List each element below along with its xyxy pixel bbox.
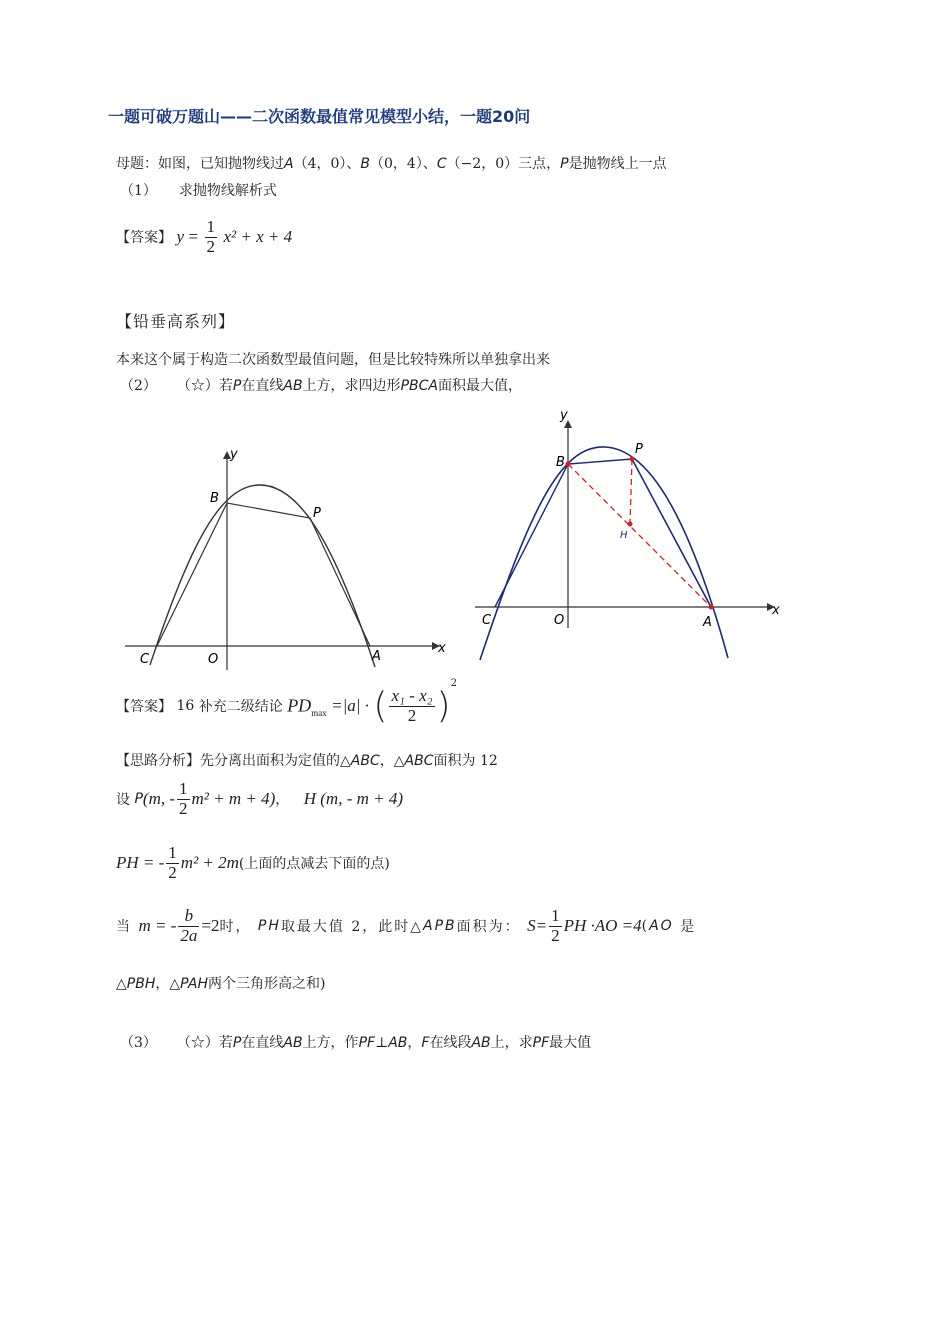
point-p: P xyxy=(560,156,569,172)
fig1-label-c: C xyxy=(140,652,150,667)
q3-pf2: PF xyxy=(532,1035,550,1051)
q2-pbca: PBCA xyxy=(400,378,438,394)
fig1-quadrilateral xyxy=(157,503,370,646)
answer-label: 【答案】 xyxy=(116,230,172,247)
when-dang: 当 xyxy=(116,919,132,936)
when-s-tail: PH ·AO =4 xyxy=(563,916,642,936)
set-den: 2 xyxy=(179,798,188,818)
set-h: H (m, - m + 4) xyxy=(303,789,404,809)
fig2-label-c: C xyxy=(482,613,492,628)
point-a: A xyxy=(284,156,294,172)
fig2-segment-ab xyxy=(568,464,711,607)
when-t4: ( xyxy=(641,918,650,935)
when-eq: =2 xyxy=(201,916,220,936)
point-b: B xyxy=(360,156,371,172)
q3-t3: ， xyxy=(407,1035,422,1051)
fig1-parabola xyxy=(150,485,375,667)
ph-fraction xyxy=(166,844,179,882)
q3-t5: 上，求 xyxy=(490,1035,533,1051)
q3-ab2: AB xyxy=(388,1035,408,1051)
fig2-label-p: P xyxy=(635,442,643,457)
fig1-label-x: x xyxy=(438,641,446,656)
q2-number: （2） xyxy=(120,378,157,394)
q2-t3: 面积最大值， xyxy=(437,378,522,394)
set-p: P xyxy=(134,791,143,808)
when-ao: AO xyxy=(649,918,674,935)
ans2-exp: 2 xyxy=(450,678,457,689)
ph-num: 1 xyxy=(168,843,177,862)
fig1-label-y: y xyxy=(230,447,238,462)
when-den: 2a xyxy=(180,925,198,945)
ans2-note: 补充二级结论 xyxy=(198,699,283,715)
when-s: S= xyxy=(527,916,548,936)
q1-number: （1） xyxy=(120,183,157,199)
question-2 xyxy=(120,375,522,395)
q2-star: （☆）若 xyxy=(176,378,233,394)
fig1-label-o: O xyxy=(208,652,219,667)
fig1-label-a: A xyxy=(372,649,381,664)
when-t1: 时， xyxy=(219,919,252,936)
ans2-sub: max xyxy=(311,708,327,718)
when-line-2 xyxy=(116,973,325,993)
figure-2 xyxy=(470,400,790,665)
intro-line xyxy=(116,153,667,173)
ans2-fraction xyxy=(389,687,434,725)
answer-1 xyxy=(116,218,292,256)
when2-t2: ，△ xyxy=(155,976,181,992)
q3-pf: PF xyxy=(358,1035,376,1051)
question-3 xyxy=(120,1032,591,1052)
fig2-label-h: H xyxy=(620,530,628,541)
q3-t2: 上方，作 xyxy=(302,1035,359,1051)
ans1-y: y xyxy=(176,227,184,247)
when-t3: 面积为： xyxy=(456,919,521,936)
q3-ab3: AB xyxy=(471,1035,491,1051)
set-fraction xyxy=(177,780,190,818)
when-apb: APB xyxy=(423,918,457,935)
q3-t1: 在直线 xyxy=(241,1035,284,1051)
fig2-dot-h xyxy=(628,522,633,527)
q3-number: （3） xyxy=(120,1035,157,1051)
q3-ab1: AB xyxy=(283,1035,303,1051)
ans2-value: 16 xyxy=(176,698,195,714)
question-1 xyxy=(120,180,277,200)
analysis-abc1: ABC xyxy=(350,753,380,769)
ans2-paren-close: ) xyxy=(436,685,451,727)
when-m: m = - xyxy=(138,916,177,936)
fig1-label-p: P xyxy=(313,506,321,521)
when2-pbh: PBH xyxy=(126,976,156,992)
fig2-segment-ph xyxy=(630,459,632,524)
fig2-label-o: O xyxy=(554,613,565,628)
set-tail: m² + m + 4) xyxy=(191,789,276,809)
page-title: 一题可破万题山——二次函数最值常见模型小结，一题20问 xyxy=(108,107,531,126)
ph-den: 2 xyxy=(168,862,177,882)
fig2-dot-b xyxy=(566,462,571,467)
fig2-label-a: A xyxy=(703,615,712,630)
point-c-coord: （−2，0）三点， xyxy=(446,156,561,172)
point-c: C xyxy=(436,156,447,172)
q3-perp: ⊥ xyxy=(375,1035,389,1051)
figure-1 xyxy=(120,435,460,675)
when-num: b xyxy=(178,907,199,927)
q2-p: P xyxy=(232,378,242,394)
when-s-num: 1 xyxy=(551,906,560,925)
when-s-fraction xyxy=(549,907,562,945)
fig2-dot-p xyxy=(630,457,635,462)
point-b-coord: （0，4）、 xyxy=(370,156,437,172)
when-fraction xyxy=(178,907,199,945)
fig2-label-b: B xyxy=(556,455,565,470)
analysis-t2: ，△ xyxy=(379,753,405,769)
series-desc: 本来这个属于构造二次函数型最值问题，但是比较特殊所以单独拿出来 xyxy=(116,352,550,368)
analysis xyxy=(116,750,498,770)
ans2-paren-open: ( xyxy=(373,685,388,727)
intro-suffix: 是抛物线上一点 xyxy=(568,156,667,172)
ans2-num: x₁ - x₂ xyxy=(391,685,433,705)
set-she: 设 xyxy=(116,792,130,809)
set-num: 1 xyxy=(179,779,188,798)
q2-t1: 在直线 xyxy=(241,378,284,394)
ph-tail: m² + 2m xyxy=(180,853,239,873)
q3-t6: 最大值 xyxy=(549,1035,592,1051)
ph-note: (上面的点减去下面的点) xyxy=(238,856,390,873)
ans2-den: 2 xyxy=(407,705,417,725)
ans2-pd: PD xyxy=(287,695,312,716)
fig2-segment-pa xyxy=(632,459,711,607)
set-line xyxy=(116,780,403,818)
q3-p: P xyxy=(232,1035,242,1051)
when-s-den: 2 xyxy=(551,925,560,945)
fig2-label-x: x xyxy=(772,603,780,618)
ans1-tail: x² + x + 4 xyxy=(223,227,293,247)
q2-t2: 上方，求四边形 xyxy=(302,378,401,394)
analysis-label: 【思路分析】 xyxy=(116,753,200,769)
ans1-num: 1 xyxy=(206,217,215,236)
series-title: 【铅垂高系列】 xyxy=(116,312,236,331)
when-t2: 取最大值 2，此时△ xyxy=(280,919,424,936)
fig1-label-b: B xyxy=(210,491,219,506)
q3-t4: 在线段 xyxy=(429,1035,472,1051)
when2-pah: PAH xyxy=(180,976,208,992)
when-t5: 是 xyxy=(680,919,697,936)
point-a-coord: （4，0）、 xyxy=(293,156,361,172)
when-ph: PH xyxy=(257,918,281,935)
q3-f: F xyxy=(421,1035,430,1051)
answer-2 xyxy=(116,678,457,727)
analysis-t3: 面积为 12 xyxy=(433,753,498,769)
q2-ab: AB xyxy=(283,378,303,394)
q3-star: （☆）若 xyxy=(176,1035,233,1051)
when2-t1: △ xyxy=(116,976,127,992)
fig2-parabola xyxy=(480,447,728,660)
ph-line xyxy=(116,844,390,882)
fig2-label-y: y xyxy=(560,408,568,423)
analysis-abc2: ABC xyxy=(404,753,434,769)
ans1-fraction xyxy=(205,218,218,256)
ans1-den: 2 xyxy=(206,236,215,256)
when2-t3: 两个三角形高之和) xyxy=(208,976,326,992)
analysis-t1: 先分离出面积为定值的△ xyxy=(200,753,351,769)
q1-text: 求抛物线解析式 xyxy=(178,183,277,199)
ans2-eq: =|a| · xyxy=(331,696,369,715)
set-comma: ， xyxy=(275,792,290,809)
set-open: (m, - xyxy=(142,789,176,809)
when-line xyxy=(116,907,696,945)
ph-lhs: PH = - xyxy=(116,853,165,873)
ans2-label: 【答案】 xyxy=(116,699,172,715)
intro-prefix: 母题：如图，已知抛物线过 xyxy=(116,156,284,172)
ans1-eq: = xyxy=(188,227,199,247)
fig2-dot-a xyxy=(709,605,714,610)
